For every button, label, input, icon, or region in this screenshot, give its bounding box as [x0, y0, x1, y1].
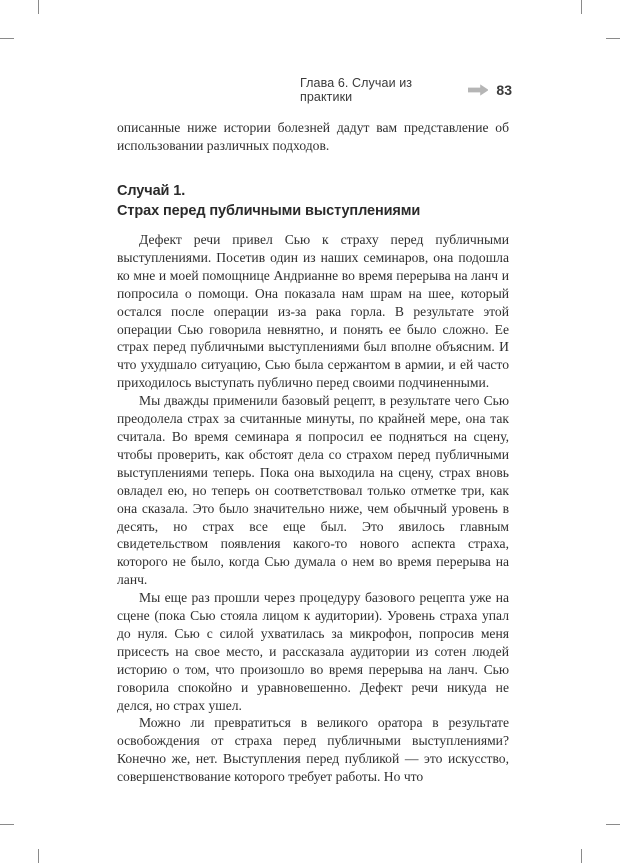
intro-text [117, 119, 509, 155]
crop-mark-top-right-horizontal [606, 38, 620, 39]
crop-mark-bottom-left [38, 849, 39, 863]
running-header [300, 76, 512, 104]
paragraph: Дефект речи привел Сью к страху перед публичными выступлениями. Посетив один из наших семинаров, она подошла ко мне и моей помощнице Андрианне во время перерыва на ланч и попросила о помощи. Она показала нам шрам на шее, который остался после операции из-за рака горла. В результате этой операции Сью говорила невнятно, и понять ее было сложно. Ее страх перед публичными выступлениями был вполне объясним. И что ухудшало ситуацию, Сью была сержантом в армии, и ей часто приходилось выступать публично перед своими подчиненными. [117, 232, 509, 391]
page-number: 83 [496, 82, 512, 98]
crop-mark-top-left-horizontal [0, 38, 14, 39]
body-text [117, 231, 509, 786]
crop-mark-bottom-left-horizontal [0, 824, 14, 825]
crop-mark-bottom-right-horizontal [606, 824, 620, 825]
crop-mark-top-left [38, 0, 39, 14]
intro-paragraph: описанные ниже истории болезней дадут вам представление об использовании различных подходов. [117, 120, 509, 153]
crop-mark-top-right [581, 0, 582, 14]
paragraph: Мы дважды применили базовый рецепт, в результате чего Сью преодолела страх за считанные минуты, по крайней мере, она так считала. Во время семинара я попросил ее подняться на сцену, чтобы проверить, как обстоят дела со страхом перед публичными выступлениями теперь. Пока она выходила на сцену, страх вновь овладел ею, но теперь он соответствовал только отметке три, как она сказала. Это было значительно ниже, чем обычный уровень в десять, но страх все еще был. Это явилось главным свидетельством появления какого-то нового аспекта страха, которого не было, когда Сью думала о нем во время перерыва на ланч. [117, 393, 509, 588]
case-heading [117, 181, 509, 221]
crop-mark-bottom-right [581, 849, 582, 863]
case-title: Страх перед публичными выступлениями [117, 203, 421, 219]
paragraph: Можно ли превратиться в великого оратора в результате освобождения от страха перед публичными выступлениями? Конечно же, нет. Выступления перед публикой — это искусство, совершенствование которого требует работы. Но что [117, 715, 509, 785]
right-arrow-icon [468, 84, 489, 96]
chapter-title: Глава 6. Случаи из практики [300, 76, 413, 104]
case-number: Случай 1. [117, 183, 186, 199]
paragraph: Мы еще раз прошли через процедуру базового рецепта уже на сцене (пока Сью стояла лицом к аудитории). Уровень страха упал до нуля. Сью с силой ухватилась за микрофон, попросив меня присесть на свое место, и рассказала аудитории из сотен людей историю о том, что произошло во время перерыва на ланч. Сью говорила спокойно и уравновешенно. Дефект речи никуда не делся, но страх ушел. [117, 590, 509, 713]
